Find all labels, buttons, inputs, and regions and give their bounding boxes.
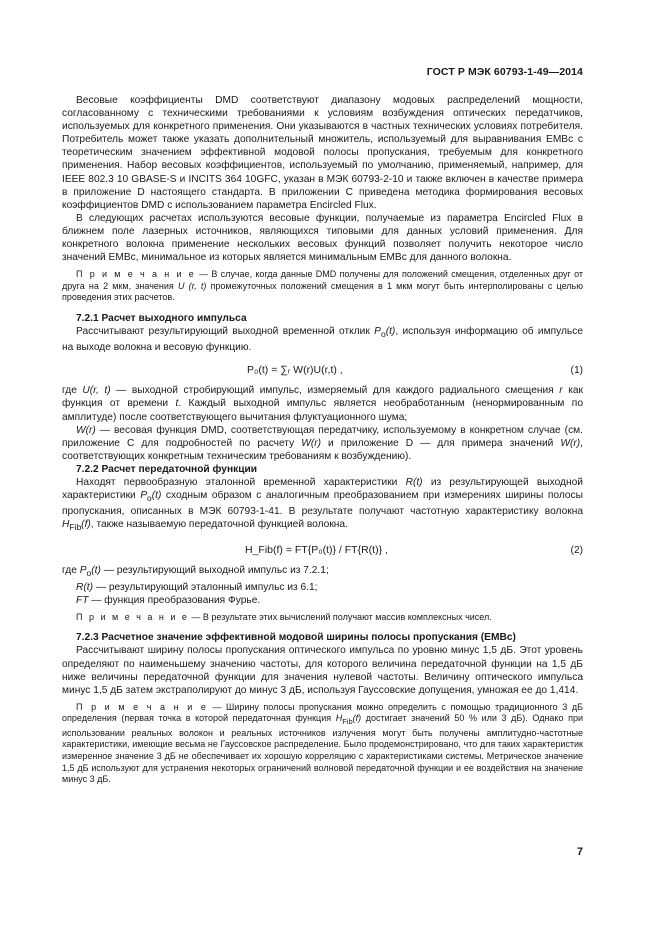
section-heading-7-2-3: 7.2.3 Расчетное значение эффективной модовой ширины полосы пропускания (EMBc)	[76, 632, 516, 644]
where-ft-definition: FT — функция преобразования Фурье.	[76, 594, 261, 606]
formula-1-expression: P₀(t) = ∑ᵣ W(r)U(r,t) ,	[247, 364, 343, 377]
paragraph-weights: Весовые коэффициенты DMD соответствуют диапазону модовых распределений мощности, согласованному с техническими требованиями к условиям возбуждения оптических передатчиков, используемых для конкретного применения. Они указываются в частных технических условиях потребителя. Потребитель может также указать дополнительный множитель, используемый для выравнивания EMBc с теоретическим значением эффективной модовой полосы пропускания, требуемым для конкретного применения. Набор весовых коэффициентов, используемый по умолчанию, применяемый, например, для IEEE 802.3 10 GBASE-S и INCITS 364 10GFC, указан в МЭК 60793-2-10 и также включен в качестве примера в приложение D настоящего стандарта. В приложении C приведена методика формирования весовых коэффициентов DMD с использованием параметра Encircled Flux.	[62, 95, 583, 211]
note-label: П р и м е ч а н и е	[76, 611, 189, 622]
note-dmd-interpolation: П р и м е ч а н и е — В случае, когда данные DMD получены для положений смещения, отделенных друг от друга на 2 мкм, значения U (r, t) промежуточных положений смещения в 1 мкм могут быть интерполированы с целью проведения этих расчетов.	[62, 269, 583, 303]
note-3db-definition: П р и м е ч а н и е — Ширину полосы пропускания можно определить с помощью традиционного 3 дБ определения (первая точка в которой передаточная функция $H_{Fib}(f)$ достигает значений 50 % или 3 дБ). Однако при использовании реальных волокон и реальных источников излучения могут быть получены амплитудно-частотные характеристики, имеющие весьма не Гауссовское распределение. Было продемонстрировано, что для таких характеристик измеренное значение 3 дБ не обеспечивает их хорошую корреляцию с характеристиками системы. Метрическое значение 1,5 дБ используют для устранения некоторых ограничений волновой передаточной функции и ее воздействия на значение минус 3 дБ.	[62, 701, 583, 785]
where-r-definition: R(t) — результирующий эталонный импульс из 6.1;	[76, 581, 318, 593]
formula-1-number: (1)	[570, 365, 583, 377]
section-heading-7-2-2: 7.2.2 Расчет передаточной функции	[76, 463, 258, 475]
formula-1	[62, 356, 583, 384]
note-label: П р и м е ч а н и е	[76, 269, 196, 280]
section-heading-7-2-1: 7.2.1 Расчет выходного импульса	[76, 313, 247, 324]
where-p0-definition: где $P_o(t)$ — результирующий выходной импульс из 7.2.1;	[62, 565, 329, 579]
formula-2-number: (2)	[570, 545, 583, 557]
paragraph-weight-functions: В следующих расчетах используются весовые функции, получаемые из параметра Encircled Flux в ближнем поле лазерных источников, являющихся типовыми для данных условий применения. Для конкретного волокна применение нескольких весовых функций позволяет получить некоторое число значений EMBc, минимальное из которых является минимальным EMBc для данного волокна.	[62, 212, 583, 264]
formula-2-expression: H_Fib(f) = FT{P₀(t)} / FT{R(t)} ,	[245, 544, 388, 557]
where-w-definition: W(r) — весовая функция DMD, соответствующая передатчику, используемому в конкретном случае (см. приложение C для подробностей по расчету W(r) и приложение D — для примера значений W(r), соответствующих конкретным техническим требованиям к возбуждению).	[62, 424, 583, 462]
where-u-definition: где U(r, t) — выходной стробирующий импульс, измеряемый для каждого радиального смещения r как функция от времени t. Каждый выходной импульс является необработанным (ненормированным по амплитуде) после соответствующего вычитания флуктуационного шума;	[62, 385, 584, 423]
paragraph-output-pulse: Рассчитывают результирующий выходной временной отклик $P_o(t)$, используя информацию об импульсе на выходе волокна и весовую функцию.	[62, 326, 583, 354]
document-code: ГОСТ Р МЭК 60793-1-49—2014	[426, 66, 583, 78]
document-body	[62, 94, 583, 786]
page-number: 7	[576, 846, 583, 858]
paragraph-transfer-function: Находят первообразную эталонной временной характеристики R(t) из результирующей выходной характеристики $P_o(t)$ сходным образом с аналогичным преобразованием при измерениях ширины полосы пропускания, описанных в МЭК 60793-1-41. В результате получают частотную характеристику волокна $H_{Fib}(f)$, также называемую передаточной функцией волокна.	[62, 476, 583, 533]
note-complex-array: П р и м е ч а н и е — В результате этих вычислений получают массив комплексных чисел.	[76, 611, 492, 622]
paragraph-embc: Рассчитывают ширину полосы пропускания оптического импульса по уровню минус 1,5 дБ. Этот уровень определяют по наименьшему значению частоты, для которого величина передаточной функции на 1,5 дБ ниже величины передаточной функции для значения нулевой частоты. Величину оптического импульса минус 1,5 дБ затем экстраполируют до минус 3 дБ, используя Гауссовские допущения, умножая ее до 1,414.	[62, 645, 583, 696]
note-label: П р и м е ч а н и е	[76, 701, 208, 712]
formula-2	[62, 536, 583, 564]
